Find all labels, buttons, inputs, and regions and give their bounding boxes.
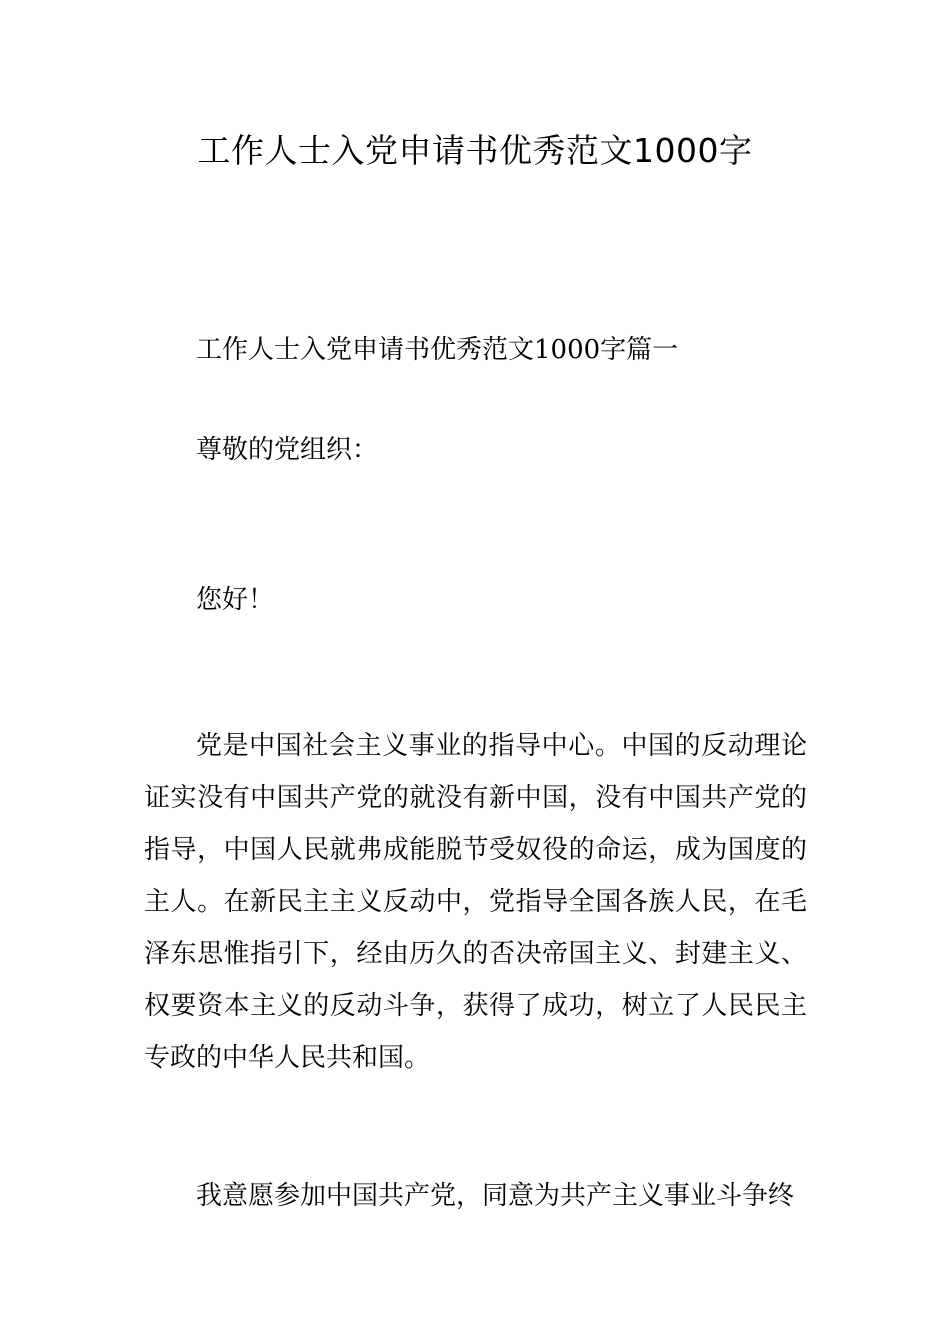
greeting: 您好！ [196,585,275,615]
body-paragraph-2: 我意愿参加中国共产党，同意为共产主义事业斗争终 [196,1181,795,1211]
body-paragraph-1: 党是中国社会主义事业的指导中心。中国的反动理论证实没有中国共产党的就没有新中国，没有中国共产党的指导，中国人民就弗成能脱节受奴役的命运，成为国度的主人。在新民主主义反动中，党指导全国各族人民，在毛泽东思惟指引下，经由历久的否决帝国主义、封建主义、权要资本主义的反动斗争，获得了成功，树立了人民民主专政的中华人民共和国。 [144,731,807,1073]
document-title: 工作人士入党申请书优秀范文1000字 [197,131,753,170]
section-heading: 工作人士入党申请书优秀范文1000字篇一 [196,335,679,365]
salutation: 尊敬的党组织： [196,435,379,465]
